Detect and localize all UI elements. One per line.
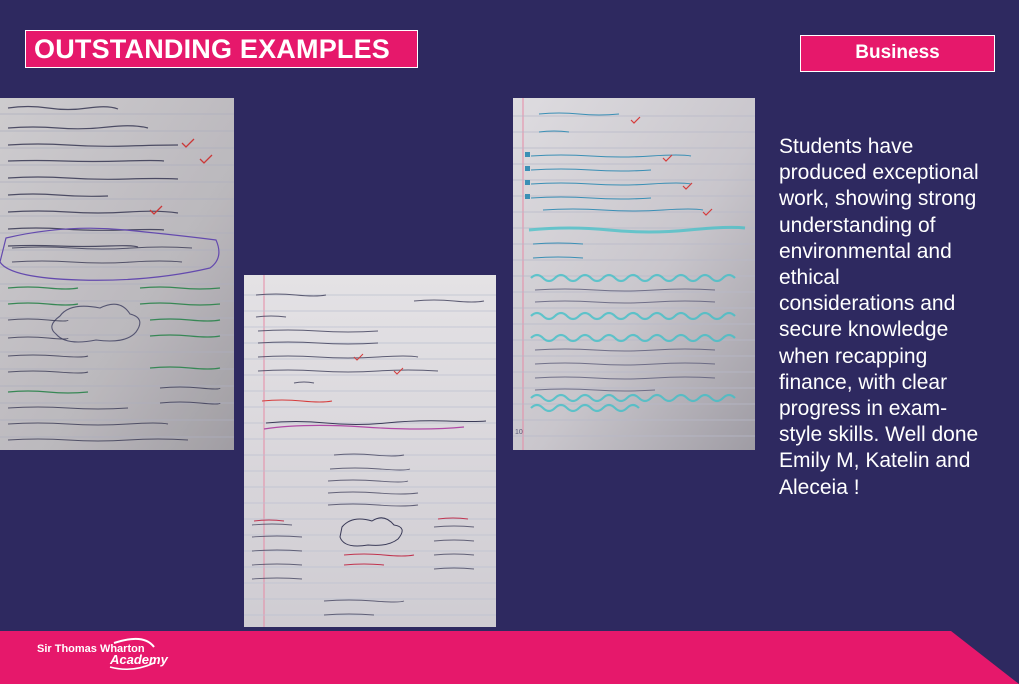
logo-school-name: Sir Thomas Wharton: [37, 643, 145, 655]
subject-label: Business: [855, 42, 940, 63]
achievement-description: Students have produced exceptional work, showing strong understanding of environmental and ethical considerations and secure knowledge when recapping finance, with clear progress in exam-style skills. Well done Emily M, Katelin and Aleceia !: [779, 135, 979, 499]
subject-badge: [800, 35, 995, 72]
notebook-photo-finance: [244, 275, 496, 627]
slide-title-box: [25, 30, 418, 68]
slide-title: OUTSTANDING EXAMPLES: [34, 34, 391, 64]
logo-academy-word: Academy: [110, 652, 168, 667]
logo-swoosh-icon: [108, 637, 164, 671]
notebook-photo-ethical: [0, 98, 234, 450]
notebook-photo-economic-climate: [513, 98, 755, 450]
svg-text:10: 10: [515, 429, 523, 436]
